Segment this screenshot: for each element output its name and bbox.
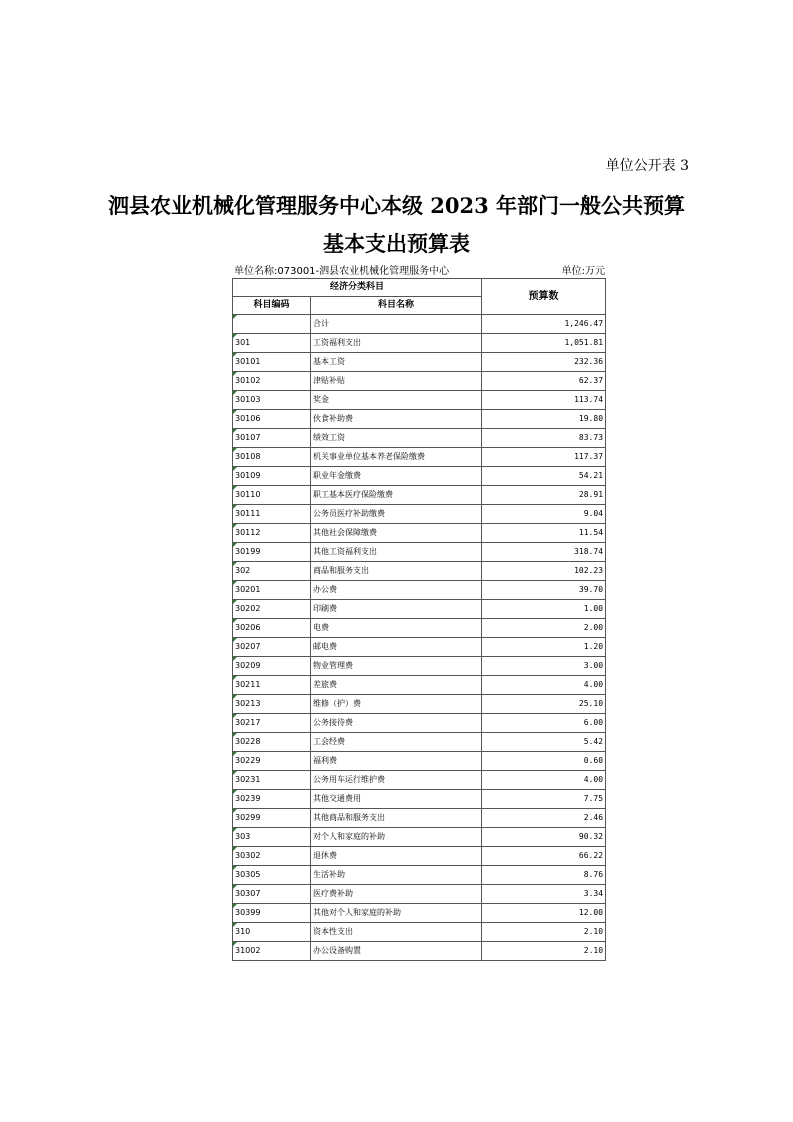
row-amount: 28.91 <box>482 486 606 505</box>
row-name: 福利费 <box>311 752 482 771</box>
row-code: 30107 <box>233 429 311 448</box>
row-name: 工会经费 <box>311 733 482 752</box>
row-name: 资本性支出 <box>311 923 482 942</box>
row-name: 其他对个人和家庭的补助 <box>311 904 482 923</box>
table-row <box>233 467 606 486</box>
row-amount: 1.00 <box>482 600 606 619</box>
table-row <box>233 391 606 410</box>
table-row <box>233 353 606 372</box>
row-amount: 4.00 <box>482 771 606 790</box>
row-code: 30209 <box>233 657 311 676</box>
row-name: 维修（护）费 <box>311 695 482 714</box>
table-row <box>233 543 606 562</box>
row-name: 物业管理费 <box>311 657 482 676</box>
table-row <box>233 752 606 771</box>
row-name: 职业年金缴费 <box>311 467 482 486</box>
row-code: 30110 <box>233 486 311 505</box>
table-row <box>233 486 606 505</box>
table-row <box>233 923 606 942</box>
table-row <box>233 334 606 353</box>
row-name: 其他社会保障缴费 <box>311 524 482 543</box>
table-row <box>233 619 606 638</box>
table-row <box>233 942 606 961</box>
row-code: 30202 <box>233 600 311 619</box>
row-amount: 2.10 <box>482 923 606 942</box>
row-name: 机关事业单位基本养老保险缴费 <box>311 448 482 467</box>
page-title: 泗县农业机械化管理服务中心本级 2023 年部门一般公共预算 <box>107 193 686 218</box>
row-code: 30302 <box>233 847 311 866</box>
row-code <box>233 315 311 334</box>
row-amount: 19.80 <box>482 410 606 429</box>
table-row <box>233 714 606 733</box>
row-code: 30305 <box>233 866 311 885</box>
table-row <box>233 600 606 619</box>
row-name: 奖金 <box>311 391 482 410</box>
row-code: 30106 <box>233 410 311 429</box>
row-amount: 12.00 <box>482 904 606 923</box>
row-amount: 83.73 <box>482 429 606 448</box>
row-name: 印刷费 <box>311 600 482 619</box>
row-name: 医疗费补助 <box>311 885 482 904</box>
row-code: 310 <box>233 923 311 942</box>
table-row <box>233 866 606 885</box>
row-amount: 5.42 <box>482 733 606 752</box>
row-code: 30109 <box>233 467 311 486</box>
row-code: 30206 <box>233 619 311 638</box>
row-amount: 6.00 <box>482 714 606 733</box>
row-amount: 318.74 <box>482 543 606 562</box>
row-name: 商品和服务支出 <box>311 562 482 581</box>
row-amount: 1,246.47 <box>482 315 606 334</box>
row-amount: 1,051.81 <box>482 334 606 353</box>
row-code: 30211 <box>233 676 311 695</box>
row-code: 30228 <box>233 733 311 752</box>
row-code: 30231 <box>233 771 311 790</box>
row-name: 伙食补助费 <box>311 410 482 429</box>
row-amount: 0.60 <box>482 752 606 771</box>
table-row <box>233 676 606 695</box>
row-code: 30213 <box>233 695 311 714</box>
table-row <box>233 410 606 429</box>
table-row <box>233 448 606 467</box>
table-row <box>233 771 606 790</box>
row-code: 30399 <box>233 904 311 923</box>
row-code: 30199 <box>233 543 311 562</box>
row-amount: 113.74 <box>482 391 606 410</box>
table-row <box>233 524 606 543</box>
row-name: 基本工资 <box>311 353 482 372</box>
org-name: 单位名称:073001-泗县农业机械化管理服务中心 <box>234 266 450 277</box>
table-row <box>233 372 606 391</box>
row-amount: 90.32 <box>482 828 606 847</box>
row-name: 办公设备购置 <box>311 942 482 961</box>
row-amount: 3.34 <box>482 885 606 904</box>
row-amount: 102.23 <box>482 562 606 581</box>
table-row <box>233 828 606 847</box>
table-row <box>233 809 606 828</box>
row-name: 办公费 <box>311 581 482 600</box>
table-row <box>233 790 606 809</box>
table-body <box>233 315 606 961</box>
row-amount: 7.75 <box>482 790 606 809</box>
row-name: 电费 <box>311 619 482 638</box>
row-code: 30111 <box>233 505 311 524</box>
row-amount: 62.37 <box>482 372 606 391</box>
row-name: 其他交通费用 <box>311 790 482 809</box>
table-row <box>233 695 606 714</box>
page-label: 单位公开表 3 <box>605 158 689 174</box>
row-amount: 2.46 <box>482 809 606 828</box>
row-code: 30217 <box>233 714 311 733</box>
row-name: 绩效工资 <box>311 429 482 448</box>
row-name: 邮电费 <box>311 638 482 657</box>
row-code: 30201 <box>233 581 311 600</box>
row-code: 31002 <box>233 942 311 961</box>
row-amount: 232.36 <box>482 353 606 372</box>
table-row <box>233 581 606 600</box>
code-header: 科目编码 <box>233 297 311 315</box>
budget-table <box>232 278 606 961</box>
row-name: 公务员医疗补助缴费 <box>311 505 482 524</box>
row-amount: 1.20 <box>482 638 606 657</box>
amount-header: 预算数 <box>482 279 606 315</box>
table-row <box>233 505 606 524</box>
row-name: 工资福利支出 <box>311 334 482 353</box>
row-amount: 3.00 <box>482 657 606 676</box>
row-code: 30307 <box>233 885 311 904</box>
table-row <box>233 657 606 676</box>
table-row <box>233 847 606 866</box>
row-code: 30103 <box>233 391 311 410</box>
row-name: 公务接待费 <box>311 714 482 733</box>
group-header: 经济分类科目 <box>233 279 482 297</box>
row-amount: 25.10 <box>482 695 606 714</box>
row-amount: 66.22 <box>482 847 606 866</box>
row-code: 30101 <box>233 353 311 372</box>
row-code: 30108 <box>233 448 311 467</box>
table-row <box>233 562 606 581</box>
table-row <box>233 885 606 904</box>
row-name: 其他商品和服务支出 <box>311 809 482 828</box>
row-code: 302 <box>233 562 311 581</box>
row-amount: 54.21 <box>482 467 606 486</box>
row-amount: 39.70 <box>482 581 606 600</box>
row-amount: 11.54 <box>482 524 606 543</box>
row-code: 30229 <box>233 752 311 771</box>
row-name: 对个人和家庭的补助 <box>311 828 482 847</box>
row-name: 生活补助 <box>311 866 482 885</box>
table-row <box>233 733 606 752</box>
row-amount: 9.04 <box>482 505 606 524</box>
row-code: 301 <box>233 334 311 353</box>
row-name: 合计 <box>311 315 482 334</box>
row-code: 30102 <box>233 372 311 391</box>
row-name: 退休费 <box>311 847 482 866</box>
unit-label: 单位:万元 <box>561 266 605 277</box>
row-name: 职工基本医疗保险缴费 <box>311 486 482 505</box>
page-subtitle: 基本支出预算表 <box>323 231 470 256</box>
row-name: 其他工资福利支出 <box>311 543 482 562</box>
row-code: 30239 <box>233 790 311 809</box>
row-amount: 4.00 <box>482 676 606 695</box>
row-amount: 2.10 <box>482 942 606 961</box>
row-name: 差旅费 <box>311 676 482 695</box>
row-amount: 2.00 <box>482 619 606 638</box>
row-amount: 117.37 <box>482 448 606 467</box>
table-row <box>233 429 606 448</box>
row-amount: 8.76 <box>482 866 606 885</box>
row-name: 公务用车运行维护费 <box>311 771 482 790</box>
row-name: 津贴补贴 <box>311 372 482 391</box>
row-code: 303 <box>233 828 311 847</box>
row-code: 30299 <box>233 809 311 828</box>
row-code: 30112 <box>233 524 311 543</box>
row-code: 30207 <box>233 638 311 657</box>
table-row <box>233 315 606 334</box>
table-row <box>233 638 606 657</box>
table-row <box>233 904 606 923</box>
name-header: 科目名称 <box>311 297 482 315</box>
